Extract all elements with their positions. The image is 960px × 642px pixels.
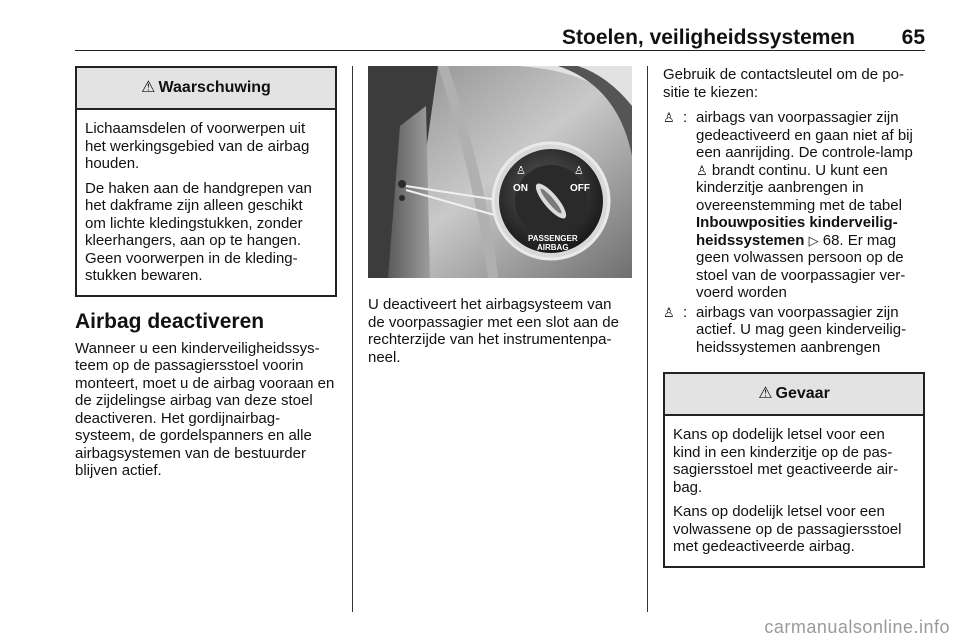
item-colon: : <box>683 109 688 126</box>
section-heading: Airbag deactiveren <box>75 309 265 333</box>
switch-label-on: ON <box>513 183 528 194</box>
page-number: 65 <box>901 26 925 49</box>
danger-box-header <box>665 374 923 416</box>
item-text <box>696 109 925 302</box>
column-divider-left <box>352 66 353 612</box>
airbag-on-icon: ♙ <box>663 304 675 320</box>
airbag-off-icon: ♙ <box>574 165 584 177</box>
watermark: carmanualsonline.info <box>764 617 950 637</box>
airbag-on-icon: ♙ <box>516 165 526 177</box>
column-middle <box>368 66 632 366</box>
airbag-off-icon: ♙ <box>663 110 675 125</box>
warning-triangle-icon: ⚠ <box>141 79 156 97</box>
list-item <box>663 109 925 302</box>
list-item <box>663 304 925 357</box>
page-title: Stoelen, veiligheidssystemen <box>562 26 855 49</box>
warning-title: Waarschuwing <box>158 79 271 97</box>
section-body-text: Wanneer u een kinderveiligheidssys-teem op de passagiersstoel voorin monteert, moet u de airbag vooraan en de zijdelingse airbag van deze stoel deactiveren. Het gordijnairbag-systeem, de gordelspanners en alle airbagsystemen van de bestuurder blijven actief. <box>75 339 335 479</box>
switch-label-passenger: PASSENGER <box>528 234 578 243</box>
switch-label-off: OFF <box>570 183 590 194</box>
page-ref-icon: ▷ <box>808 232 819 248</box>
danger-title: Gevaar <box>775 385 830 403</box>
airbag-off-lamp-icon: ♙ <box>696 162 708 178</box>
warning-paragraph: Lichaamsdelen of voorwerpen uit het werkingsgebied van de airbag houden. <box>85 120 310 172</box>
intro-text: Gebruik de contactsleutel om de po-sitie te kiezen: <box>663 66 904 101</box>
danger-box-body <box>665 416 923 566</box>
column-left <box>75 66 337 480</box>
table-reference: Inbouwposities kinderveilig-heidssystemen <box>696 214 898 249</box>
page-header <box>75 26 925 51</box>
item-text: airbags van voorpassagier zijn actief. U mag geen kinderveilig-heidssystemen aanbrengen <box>696 303 907 356</box>
column-divider-right <box>647 66 648 612</box>
item-text-part: airbags van voorpassagier zijn gedeactiveerd en gaan niet af bij een aanrijding. De controle-lamp <box>696 109 913 161</box>
switch-label-airbag: AIRBAG <box>537 243 569 252</box>
warning-paragraph: De haken aan de handgrepen van het dakframe zijn alleen geschikt om lichte kledingstukken, zonder kleerhangers, aan op te hangen. Geen voorwerpen in de kleding-stukken bewaren. <box>85 179 312 284</box>
item-colon: : <box>683 303 688 321</box>
danger-paragraph: Kans op dodelijk letsel voor een volwassene op de passagiersstoel met gedeactiveerde airbag. <box>673 503 902 555</box>
warning-box <box>75 66 337 297</box>
item-text-part: brandt continu. U kunt een kinderzitje aanbrengen in overeenstemming met de tabel <box>696 161 902 214</box>
warning-box-body <box>77 110 335 295</box>
airbag-switch-photo <box>368 66 632 278</box>
danger-box <box>663 372 925 568</box>
item-text-part: 68. Er mag geen volwassen persoon op de stoel van de voorpassagier ver-voerd worden <box>696 231 906 301</box>
warning-box-header <box>77 68 335 110</box>
warning-triangle-icon: ⚠ <box>758 385 773 403</box>
photo-caption: U deactiveert het airbagsysteem van de voorpassagier met een slot aan de rechterzijde van het instrumentenpa-neel. <box>368 296 619 366</box>
column-right <box>663 66 925 568</box>
danger-paragraph: Kans op dodelijk letsel voor een kind in een kinderzitje op de pas-sagiersstoel met geactiveerde air-bag. <box>673 426 899 496</box>
